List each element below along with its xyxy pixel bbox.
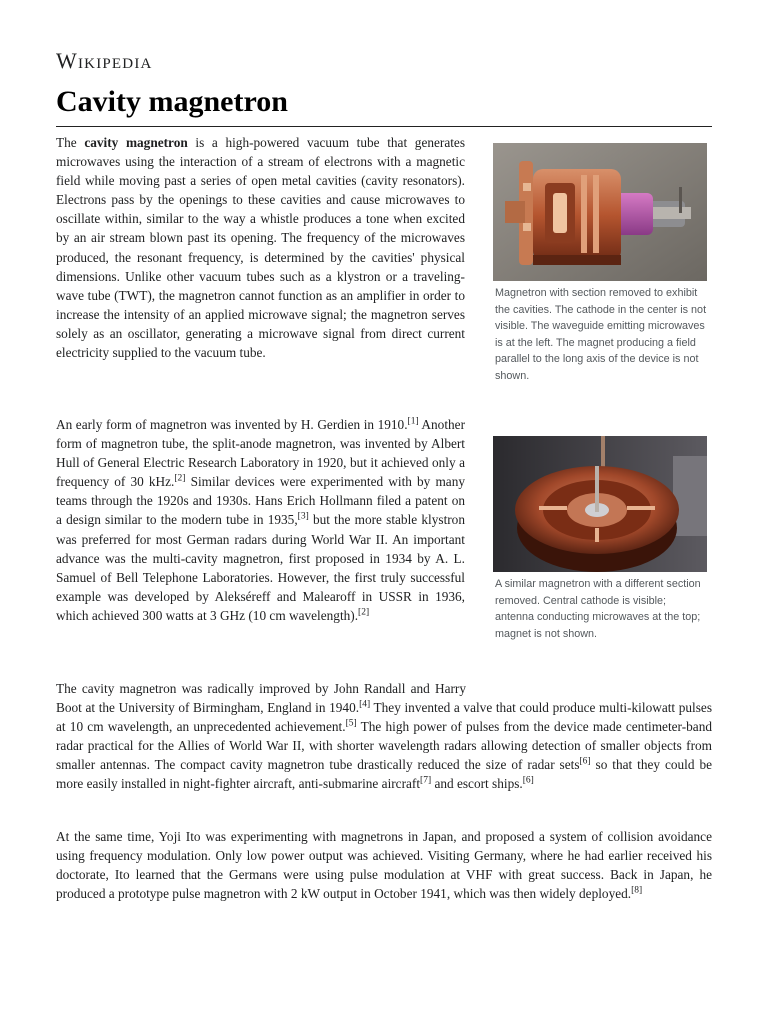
reference-link-2b[interactable]: [2] — [358, 607, 370, 618]
text-run: The cavity magnetron was radically improved by John Randall and Harry Boot at the University of Birmingham, England in 1940. — [56, 681, 466, 716]
title-divider — [56, 126, 712, 127]
text-run: Another form of magnetron tube, the split-anode magnetron, was invented by Albert Hull of General Electric Research Laboratory in 1920, but it achieved only a frequency of 30 kHz. — [56, 417, 466, 490]
paragraph-japan — [56, 827, 712, 903]
reference-link-7[interactable]: [7] — [420, 776, 432, 787]
text-run: Similar devices were experimented with by many teams through the 1920s and 1930s. Hans Erich Hollmann filed a patent on a design similar to the modern tube in 1935, — [56, 474, 465, 528]
intro-bold-term: cavity magnetron — [84, 135, 188, 150]
figure-magnetron-section — [493, 143, 707, 384]
paragraph-randall-boot — [56, 679, 712, 794]
reference-link-3[interactable]: [3] — [297, 512, 309, 523]
text-run: but the more stable klystron was preferred for most German radars during World War II. An important advance was the multi-cavity magnetron, first proposed in 1934 by A. L. Samuel of Bell Telephone Laboratories. However, the first truly successful example was developed by Alekséreff and Malearoff in USSR in 1936, which achieved 300 watts at 3 GHz (10 cm wavelength). — [56, 512, 465, 623]
reference-link-8[interactable]: [8] — [631, 885, 643, 896]
text-run: At the same time, Yoji Ito was experimenting with magnetrons in Japan, and proposed a system of collision avoidance using frequency modulation. Only low power output was achieved. Visiting Germany, where he had earlier received his doctorate, Ito learned that the Germans were using pulse modulation at VHF with great success. Back in Japan, he produced a prototype pulse magnetron with 2 kW output in October 1941, which was then widely deployed. — [56, 829, 712, 902]
wikipedia-wordmark[interactable]: Wikipedia — [56, 48, 153, 73]
float-spacer — [466, 679, 712, 698]
magnetron-section-photo[interactable] — [493, 143, 707, 281]
intro-text: is a high-powered vacuum tube that generates microwaves using the interaction of a stream of electrons with a magnetic field while moving past a series of open metal cavities (cavity resonators). Electrons pass by the openings to these cavities and cause microwaves to oscillate within, similar to the way a whistle produces a tone when excited by an air stream blown past its opening. The frequency of the microwaves produced, the resonant frequency, is determined by the cavities' physical dimensions. Unlike other vacuum tubes such as a klystron or a traveling-wave tube (TWT), the magnetron cannot function as an amplifier in order to increase the intensity of an applied microwave signal; the magnetron serves solely as an oscillator, generating a microwave signal from direct current electricity supplied to the vacuum tube. — [56, 135, 465, 361]
paragraph-early-history — [56, 415, 465, 625]
figure-caption: A similar magnetron with a different section removed. Central cathode is visible; antenna conducting microwaves at the top; magnet is not shown. — [495, 578, 701, 640]
text-run: and escort ships. — [431, 776, 523, 792]
reference-link-2[interactable]: [2] — [174, 473, 186, 484]
page-title: Cavity magnetron — [56, 85, 288, 118]
text-run: An early form of magnetron was invented by H. Gerdien in 1910. — [56, 417, 408, 432]
intro-lead: The — [56, 135, 85, 150]
reference-link-6[interactable]: [6] — [579, 756, 591, 767]
paragraph-intro — [56, 133, 465, 362]
figure-magnetron-cathode — [493, 436, 707, 642]
text-run: so that they could be more easily installed in night-fighter aircraft, anti-submarine aircraft — [56, 757, 712, 792]
figure-caption: Magnetron with section removed to exhibit the cavities. The cathode in the center is not visible. The waveguide emitting microwaves is at the left. The magnet producing a field parallel to the long axis of the device is not shown. — [495, 287, 707, 382]
text-run: The high power of pulses from the device made centimeter-band radar practical for the Allies of World War II, with shorter wavelength radars allowing detection of smaller objects from smaller antennas. The compact cavity magnetron tube drastically reduced the size of radar sets — [56, 719, 712, 773]
reference-link-1[interactable]: [1] — [407, 416, 419, 427]
reference-link-5[interactable]: [5] — [345, 718, 357, 729]
reference-link-6b[interactable]: [6] — [522, 776, 534, 787]
reference-link-4[interactable]: [4] — [359, 699, 371, 710]
magnetron-cathode-photo[interactable] — [493, 436, 707, 572]
text-run: They invented a valve that could produce multi-kilowatt pulses at 10 cm wavelength, an unprecedented achievement. — [56, 700, 712, 735]
